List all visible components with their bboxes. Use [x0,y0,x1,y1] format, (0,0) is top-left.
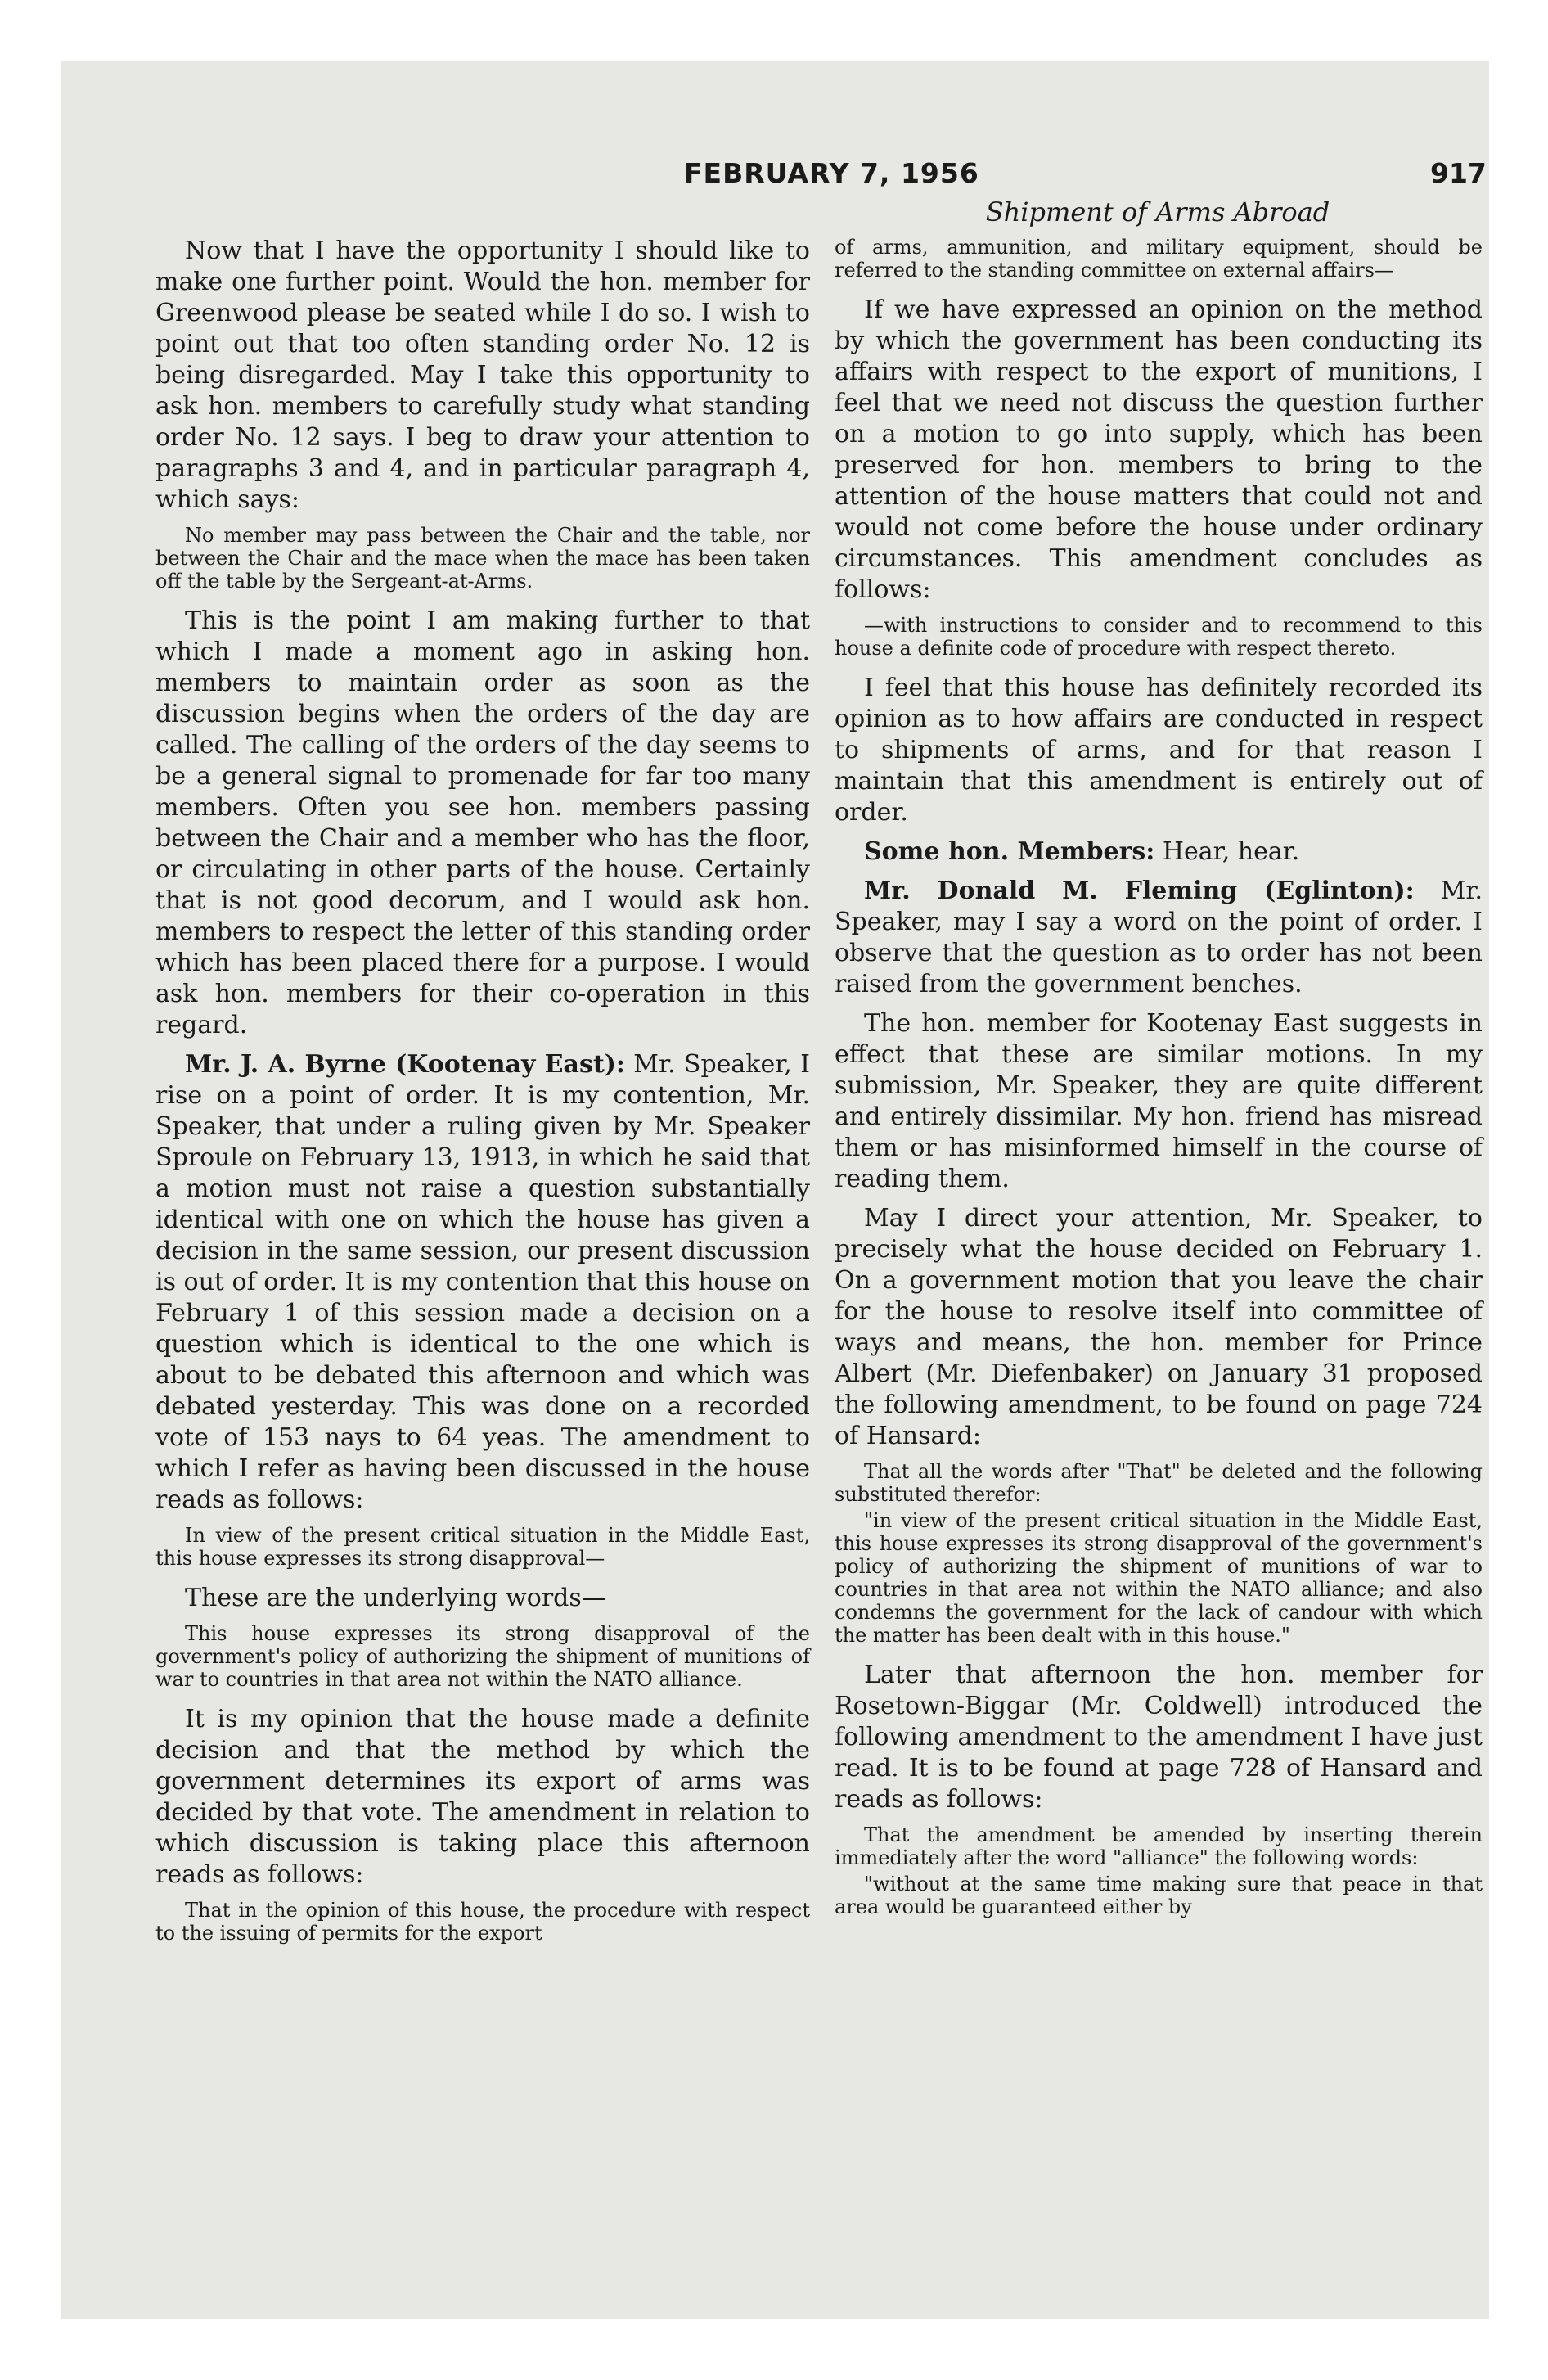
block-quote: "without at the same time making sure that peace in that area would be guaranteed either by [835,1873,1483,1918]
block-quote: That the amendment be amended by inserting therein immediately after the word "alliance" the following words: [835,1823,1483,1869]
paragraph: It is my opinion that the house made a definite decision and that the method by which the government determines its export of arms was decided by that vote. The amendment in relation to which discussion is taking place this afternoon reads as follows: [155,1705,810,1889]
paragraph: I feel that this house has definitely recorded its opinion as to how affairs are conducted in respect to shipments of arms, and for that reason I maintain that this amendment is entirely out of order. [835,674,1483,827]
block-quote: No member may pass between the Chair and the table, nor between the Chair and the mace when the mace has been taken off the table by the Sergeant-at-Arms. [155,524,810,593]
header-date: FEBRUARY 7, 1956 [684,157,979,189]
paragraph: Later that afternoon the hon. member for Rosetown-Biggar (Mr. Coldwell) introduced the following amendment to the amendment I have just read. It is to be found at page 728 of Hansard and reads as follows: [835,1661,1483,1814]
block-quote: In view of the present critical situation in the Middle East, this house expresses its strong disapproval— [155,1524,810,1570]
speaker-name: Mr. J. A. Byrne (Kootenay East): [185,1050,625,1079]
page-header [0,157,1548,198]
speech-paragraph [835,876,1483,1000]
paragraph: If we have expressed an opinion on the method by which the government has been conducting its affairs with respect to the export of munitions, I feel that we need not discuss the question further on a motion to go into supply, which has been preserved for hon. members to bring to the attention of the house matters that could not and would not come before the house under ordinary circumstances. This amendment concludes as follows: [835,295,1483,604]
speech-text: Hear, hear. [1154,837,1300,866]
paragraph: These are the underlying words— [185,1584,606,1612]
page-number: 917 [1430,157,1487,189]
speech-text: Mr. Speaker, may I say a word on the point of order. I observe that the question as to order has not been raised from the government benches. [835,877,1483,998]
right-column [835,236,1483,1931]
block-quote: That in the opinion of this house, the procedure with respect to the issuing of permits for the export [155,1899,810,1945]
left-column [155,236,810,1958]
speech-text: Mr. Speaker, I rise on a point of order. It is my contention, Mr. Speaker, that under a ruling given by Mr. Speaker Sproule on February 13, 1913, in which he said that a motion must not raise a question substantially identical with one on which the house has given a decision in the same session, our present discussion is out of order. It is my contention that this house on February 1 of this session made a decision on a question which is identical to the one which is about to be debated this afternoon and which was debated yesterday. This was done on a recorded vote of 153 nays to 64 yeas. The amendment to which I refer as having been discussed in the house reads as follows: [155,1050,810,1514]
section-subtitle: Shipment of Arms Abroad [985,196,1330,228]
paragraph: Now that I have the opportunity I should like to make one further point. Would the hon. member for Greenwood please be seated while I do so. I wish to point out that too often standing order No. 12 is being disregarded. May I take this opportunity to ask hon. members to carefully study what standing order No. 12 says. I beg to draw your attention to paragraphs 3 and 4, and in particular paragraph 4, which says: [155,237,810,514]
speaker-name: Mr. Donald M. Fleming (Eglinton): [864,877,1415,905]
block-quote: of arms, ammunition, and military equipment, should be referred to the standing committee on external affairs— [835,236,1483,282]
speech-paragraph [155,1049,810,1516]
block-quote: "in view of the present critical situation in the Middle East, this house expresses its strong disapproval of the government's policy of authorizing the shipment of munitions of war to countries in that area not within the NATO alliance; and also condemns the government for the lack of candour with which the matter has been dealt with in this house." [835,1509,1483,1647]
block-quote: —with instructions to consider and to recommend to this house a definite code of procedure with respect thereto. [835,614,1483,660]
paragraph: This is the point I am making further to that which I made a moment ago in asking hon. members to maintain order as soon as the discussion begins when the orders of the day are called. The calling of the orders of the day seems to be a general signal to promenade for far too many members. Often you see hon. members passing between the Chair and a member who has the floor, or circulating in other parts of the house. Certainly that is not good decorum, and I would ask hon. members to respect the letter of this standing order which has been placed there for a purpose. I would ask hon. members for their co-operation in this regard. [155,606,810,1039]
speech-paragraph [835,836,1483,868]
speaker-name: Some hon. Members: [864,837,1155,866]
paragraph: The hon. member for Kootenay East suggests in effect that these are similar motions. In my submission, Mr. Speaker, they are quite different and entirely dissimilar. My hon. friend has misread them or has misinformed himself in the course of reading them. [835,1009,1483,1193]
block-quote: That all the words after "That" be deleted and the following substituted therefor: [835,1460,1483,1506]
paragraph: May I direct your attention, Mr. Speaker, to precisely what the house decided on February 1. On a government motion that you leave the chair for the house to resolve itself into committee of ways and means, the hon. member for Prince Albert (Mr. Diefenbaker) on January 31 proposed the following amendment, to be found on page 724 of Hansard: [835,1204,1483,1450]
block-quote: This house expresses its strong disapproval of the government's policy of authorizing the shipment of munitions of war to countries in that area not within the NATO alliance. [155,1622,810,1691]
